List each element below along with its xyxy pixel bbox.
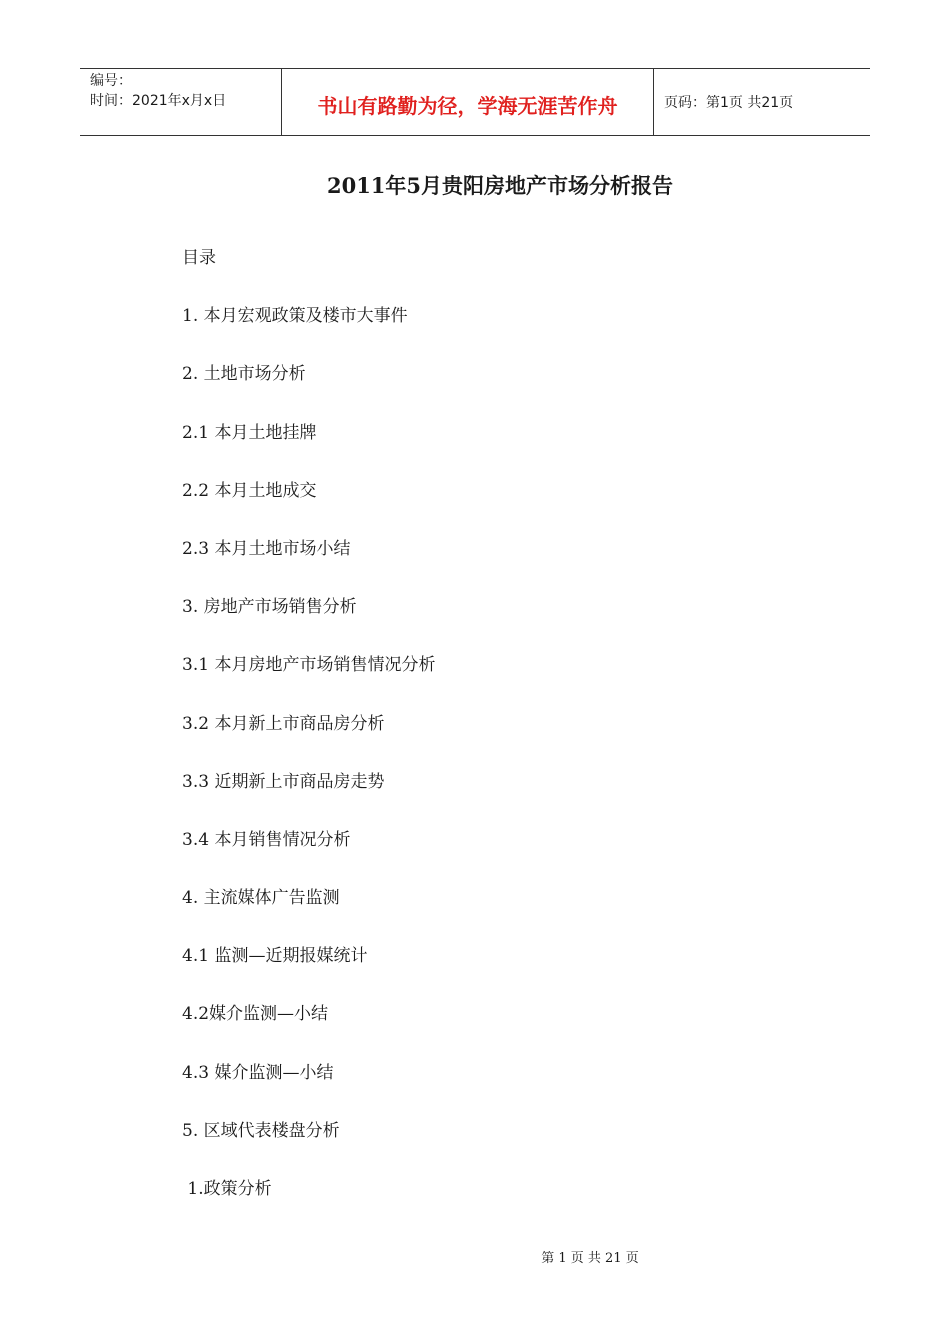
toc-item: 2.3 本月土地市场小结 [182, 538, 351, 559]
toc-item: 2. 土地市场分析 [182, 364, 306, 385]
header-motto: 书山有路勤为径，学海无涯苦作舟 [317, 93, 618, 118]
toc-item: 4.3 媒介监测—小结 [182, 1062, 334, 1083]
header-page-info: 页码：第1页 共21页 [664, 95, 794, 111]
header-meta-cell [80, 69, 282, 135]
toc-item: 2.1 本月土地挂牌 [182, 422, 317, 443]
document-code-label: 编号： [90, 73, 132, 89]
toc-item: 4.2媒介监测—小结 [182, 1004, 329, 1025]
document-time-label: 时间：2021年x月x日 [90, 93, 227, 109]
header-table [80, 68, 870, 136]
toc-heading: 目录 [182, 248, 216, 268]
toc-item: 4. 主流媒体广告监测 [182, 888, 340, 909]
toc-item: 3.3 近期新上市商品房走势 [182, 771, 385, 792]
toc-item: 3.1 本月房地产市场销售情况分析 [182, 655, 436, 676]
toc-item: 3. 房地产市场销售分析 [182, 597, 357, 618]
toc-item: 3.4 本月销售情况分析 [182, 829, 351, 850]
toc-item: 4.1 监测—近期报媒统计 [182, 946, 368, 967]
toc-item: 1.政策分析 [182, 1179, 272, 1199]
table-of-contents [182, 246, 435, 1235]
toc-item: 1. 本月宏观政策及楼市大事件 [182, 306, 408, 327]
toc-item: 3.2 本月新上市商品房分析 [182, 713, 385, 734]
toc-item: 2.2 本月土地成交 [182, 480, 317, 501]
header-motto-cell [282, 69, 654, 135]
toc-item: 5. 区域代表楼盘分析 [182, 1120, 340, 1141]
document-title: 2011年5月贵阳房地产市场分析报告 [326, 173, 674, 198]
header-page-cell [654, 69, 870, 135]
page-footer: 第 1 页 共 21 页 [541, 1251, 639, 1266]
